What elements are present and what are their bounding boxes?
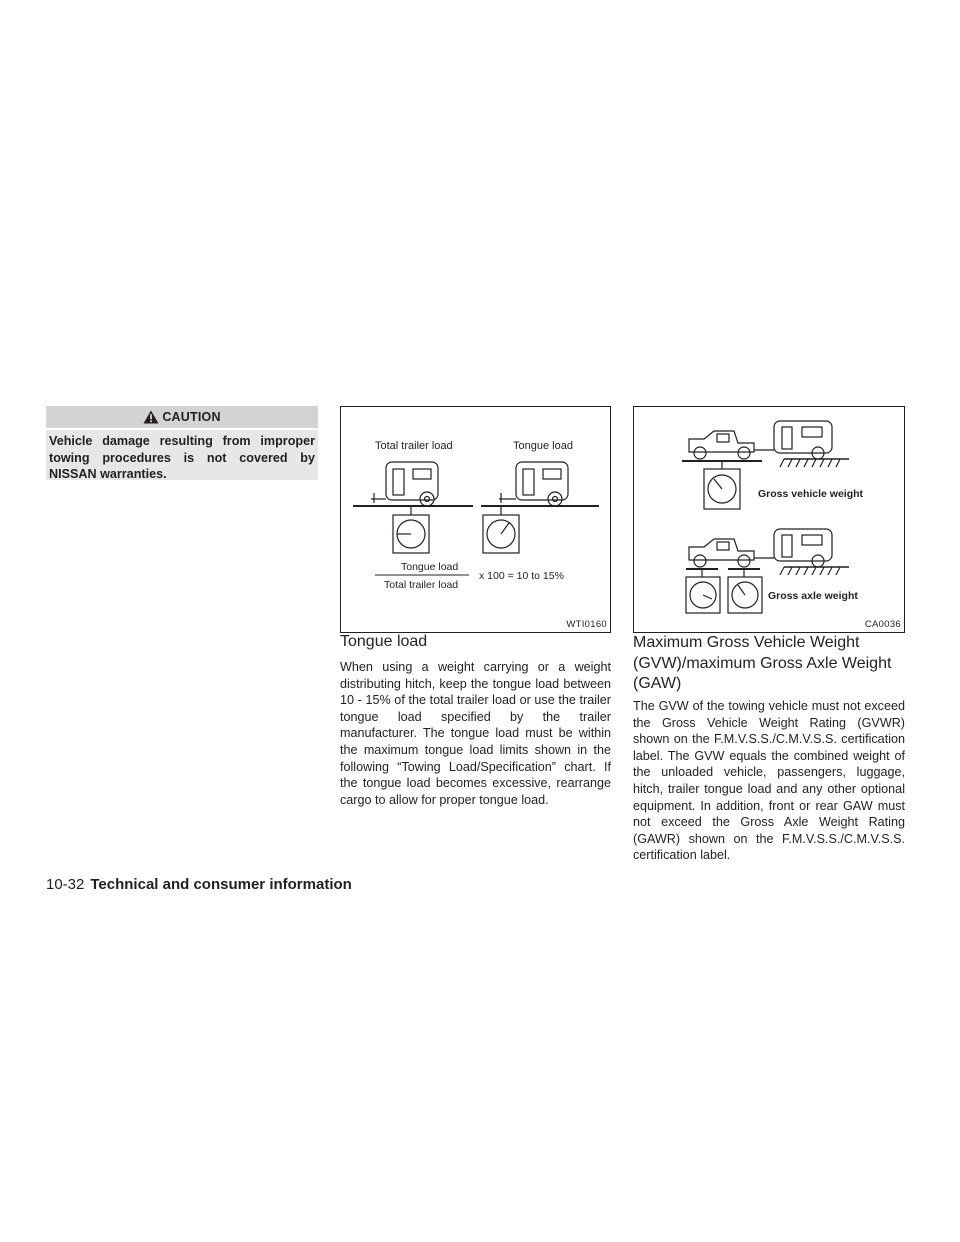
figure-code: CA0036 — [864, 619, 901, 630]
warning-icon — [143, 410, 159, 424]
tongue-load-figure — [340, 406, 611, 633]
fig-label-tongue-load: Tongue load — [513, 440, 573, 452]
fraction-denominator: Total trailer load — [384, 579, 459, 591]
fig-label-gross-vehicle-weight: Gross vehicle weight — [758, 488, 864, 500]
caution-title: CAUTION — [162, 410, 221, 424]
gvw-paragraph: The GVW of the towing vehicle must not exceed the Gross Vehicle Weight Rating (GVWR) shown on the F.M.V.S.S./C.M.V.S.S. certification label. The GVW equals the combined weight of the unloaded vehicle, passengers, luggage, hitch, trailer tongue load and any other optional equipment. In addition, front or rear GAW must not exceed the Gross Axle Weight Rating (GAWR) shown on the F.M.V.S.S./C.M.V.S.S. certification label. — [633, 699, 905, 863]
figure-code: WTI0160 — [566, 619, 607, 630]
fraction-formula: x 100 = 10 to 15% — [479, 570, 564, 582]
fig-label-total-trailer-load: Total trailer load — [375, 440, 453, 452]
page-number: 10-32 — [46, 876, 85, 893]
caution-text: Vehicle damage resulting from improper towing procedures is not covered by NISSAN warranties. — [46, 430, 318, 480]
fig-label-gross-axle-weight: Gross axle weight — [768, 590, 858, 602]
caution-header — [46, 406, 318, 428]
gross-weight-figure — [633, 406, 905, 633]
footer-section-title: Technical and consumer information — [90, 876, 352, 893]
tongue-load-illustration — [341, 407, 610, 632]
section-heading-gvw: Maximum Gross Vehicle Weight (GVW)/maximum Gross Axle Weight (GAW) — [633, 634, 892, 692]
gross-weight-illustration — [634, 407, 904, 632]
fraction-numerator: Tongue load — [401, 561, 459, 573]
tongue-load-paragraph: When using a weight carrying or a weight distributing hitch, keep the tongue load between 10 - 15% of the total trailer load or use the trailer tongue load specified by the trailer manufacturer. The tongue load must be within the maximum tongue load limits shown in the following “Towing Load/Specification” chart. If the tongue load becomes excessive, rearrange cargo to allow for proper tongue load. — [340, 660, 611, 807]
section-heading-tongue-load: Tongue load — [340, 633, 428, 650]
page-footer — [46, 876, 352, 893]
